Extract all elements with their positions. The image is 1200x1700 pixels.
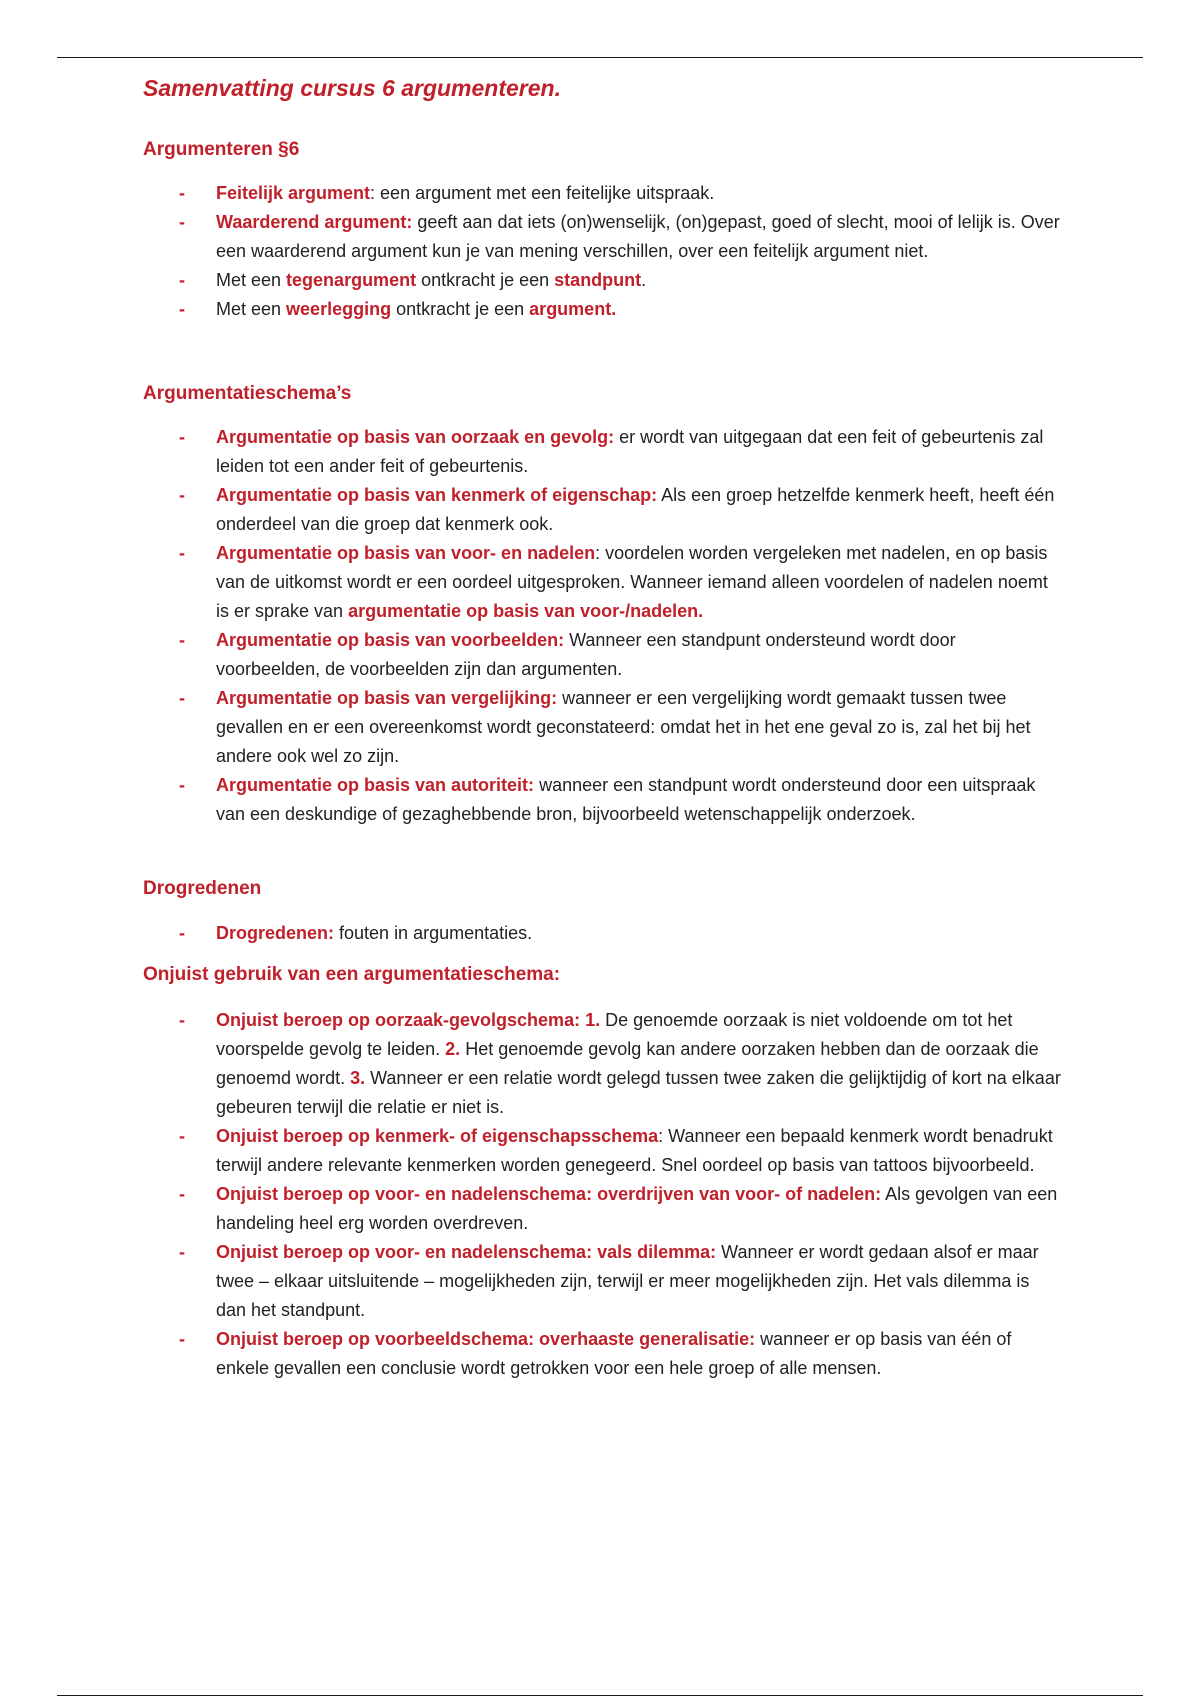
heading-argumenteren: Argumenteren §6 (143, 139, 300, 160)
list-item (143, 1006, 1063, 1122)
text: Met een (216, 299, 287, 319)
bottom-rule (57, 1695, 1143, 1696)
term: Onjuist beroep op voor- en nadelenschema: vals dilemma: (216, 1242, 717, 1262)
list-drogredenen (143, 919, 1063, 948)
list-item (143, 1122, 1063, 1180)
term: Argumentatie op basis van oorzaak en gevolg: (216, 427, 615, 447)
list-item (143, 539, 1063, 626)
bullet-dash: - (179, 212, 185, 232)
term: tegenargument (286, 270, 417, 290)
term: Argumentatie op basis van voor- en nadelen (216, 543, 596, 563)
bullet-dash: - (179, 485, 185, 505)
list-item (143, 1325, 1063, 1383)
list-item (143, 266, 1063, 295)
list-onjuist (143, 1006, 1063, 1383)
heading-onjuist: Onjuist gebruik van een argumentatieschema: (143, 964, 561, 985)
bullet-dash: - (179, 1010, 185, 1030)
bullet-dash: - (179, 630, 185, 650)
list-item (143, 684, 1063, 771)
list-item (143, 208, 1063, 266)
term: standpunt (554, 270, 642, 290)
heading-drogredenen: Drogredenen (143, 878, 262, 899)
definition: wanneer er op basis van één of enkele gevallen een conclusie wordt getrokken voor een hele groep of alle mensen. (216, 1329, 1012, 1378)
term: Onjuist beroep op voor- en nadelenschema: overdrijven van voor- of nadelen: (216, 1184, 882, 1204)
heading-schemas: Argumentatieschema’s (143, 383, 352, 404)
text: . (641, 270, 647, 290)
list-argumenteren (143, 179, 1063, 324)
term: Argumentatie op basis van autoriteit: (216, 775, 535, 795)
term: Feitelijk argument (216, 183, 371, 203)
term: Argumentatie op basis van vergelijking: (216, 688, 558, 708)
definition: Wanneer er een relatie wordt gelegd tussen twee zaken die gelijktijdig of kort na elkaar gebeuren terwijl die relatie er niet is. (216, 1068, 1061, 1117)
text: Met een (216, 270, 287, 290)
list-item (143, 481, 1063, 539)
list-item (143, 919, 1063, 948)
definition: : Wanneer een bepaald kenmerk wordt benadrukt terwijl andere relevante kenmerken worden genegeerd. Snel oordeel op basis van tattoos bijvoorbeeld. (216, 1126, 1053, 1175)
term: argumentatie op basis van voor-/nadelen. (348, 601, 704, 621)
bullet-dash: - (179, 1126, 185, 1146)
list-item (143, 179, 1063, 208)
term: Waarderend argument: (216, 212, 413, 232)
list-item (143, 1238, 1063, 1325)
bullet-dash: - (179, 688, 185, 708)
bullet-dash: - (179, 299, 185, 319)
definition: : voordelen worden vergeleken met nadelen, en op basis van de uitkomst wordt er een oordeel uitgesproken. Wanneer iemand alleen voordelen of nadelen noemt is er sprake van (216, 543, 1048, 621)
term: Onjuist beroep op kenmerk- of eigenschapsschema (216, 1126, 659, 1146)
definition: Wanneer er wordt gedaan alsof er maar twee – elkaar uitsluitende – mogelijkheden zijn, terwijl er meer mogelijkheden zijn. Het vals dilemma is dan het standpunt. (216, 1242, 1039, 1320)
number-marker: 2. (445, 1039, 461, 1059)
definition: De genoemde oorzaak is niet voldoende om tot het voorspelde gevolg te leiden. (216, 1010, 1013, 1059)
definition: Als een groep hetzelfde kenmerk heeft, heeft één onderdeel van die groep dat kenmerk ook. (216, 485, 1055, 534)
bullet-dash: - (179, 923, 185, 943)
term: Onjuist beroep op voorbeeldschema: overhaaste generalisatie: (216, 1329, 756, 1349)
text: . (611, 299, 617, 319)
bullet-dash: - (179, 543, 185, 563)
term: Argumentatie op basis van kenmerk of eigenschap: (216, 485, 658, 505)
bullet-dash: - (179, 1184, 185, 1204)
document-title: Samenvatting cursus 6 argumenteren. (143, 75, 561, 101)
bullet-dash: - (179, 1242, 185, 1262)
list-item (143, 423, 1063, 481)
list-item (143, 626, 1063, 684)
document-body (143, 68, 1063, 1383)
term: Drogredenen: (216, 923, 335, 943)
definition: wanneer een standpunt wordt ondersteund door een uitspraak van een deskundige of gezaghebbende bron, bijvoorbeeld wetenschappelijk onderzoek. (216, 775, 1036, 824)
number-marker: 3. (350, 1068, 366, 1088)
definition: geeft aan dat iets (on)wenselijk, (on)gepast, goed of slecht, mooi of lelijk is. Over een waarderend argument kun je van mening verschillen, over een feitelijk argument niet. (216, 212, 1060, 261)
definition: Wanneer een standpunt ondersteund wordt door voorbeelden, de voorbeelden zijn dan argumenten. (216, 630, 956, 679)
bullet-dash: - (179, 270, 185, 290)
definition: er wordt van uitgegaan dat een feit of gebeurtenis zal leiden tot een ander feit of gebeurtenis. (216, 427, 1044, 476)
bullet-dash: - (179, 775, 185, 795)
bullet-dash: - (179, 183, 185, 203)
text: ontkracht je een (391, 299, 530, 319)
definition: wanneer er een vergelijking wordt gemaakt tussen twee gevallen en er een overeenkomst wordt geconstateerd: omdat het in het ene geval zo is, zal het bij het andere ook wel zo zijn. (216, 688, 1031, 766)
list-item (143, 771, 1063, 829)
list-schemas (143, 423, 1063, 829)
list-item (143, 1180, 1063, 1238)
term: weerlegging (286, 299, 392, 319)
term: Argumentatie op basis van voorbeelden: (216, 630, 565, 650)
text: ontkracht je een (416, 270, 555, 290)
list-item (143, 295, 1063, 324)
top-rule (57, 57, 1143, 58)
definition: : een argument met een feitelijke uitspraak. (370, 183, 715, 203)
definition: Het genoemde gevolg kan andere oorzaken hebben dan de oorzaak die genoemd wordt. (216, 1039, 1039, 1088)
bullet-dash: - (179, 1329, 185, 1349)
term: Onjuist beroep op oorzaak-gevolgschema: 1. (216, 1010, 601, 1030)
term: argument (529, 299, 612, 319)
definition: fouten in argumentaties. (334, 923, 533, 943)
bullet-dash: - (179, 427, 185, 447)
definition: Als gevolgen van een handeling heel erg worden overdreven. (216, 1184, 1058, 1233)
